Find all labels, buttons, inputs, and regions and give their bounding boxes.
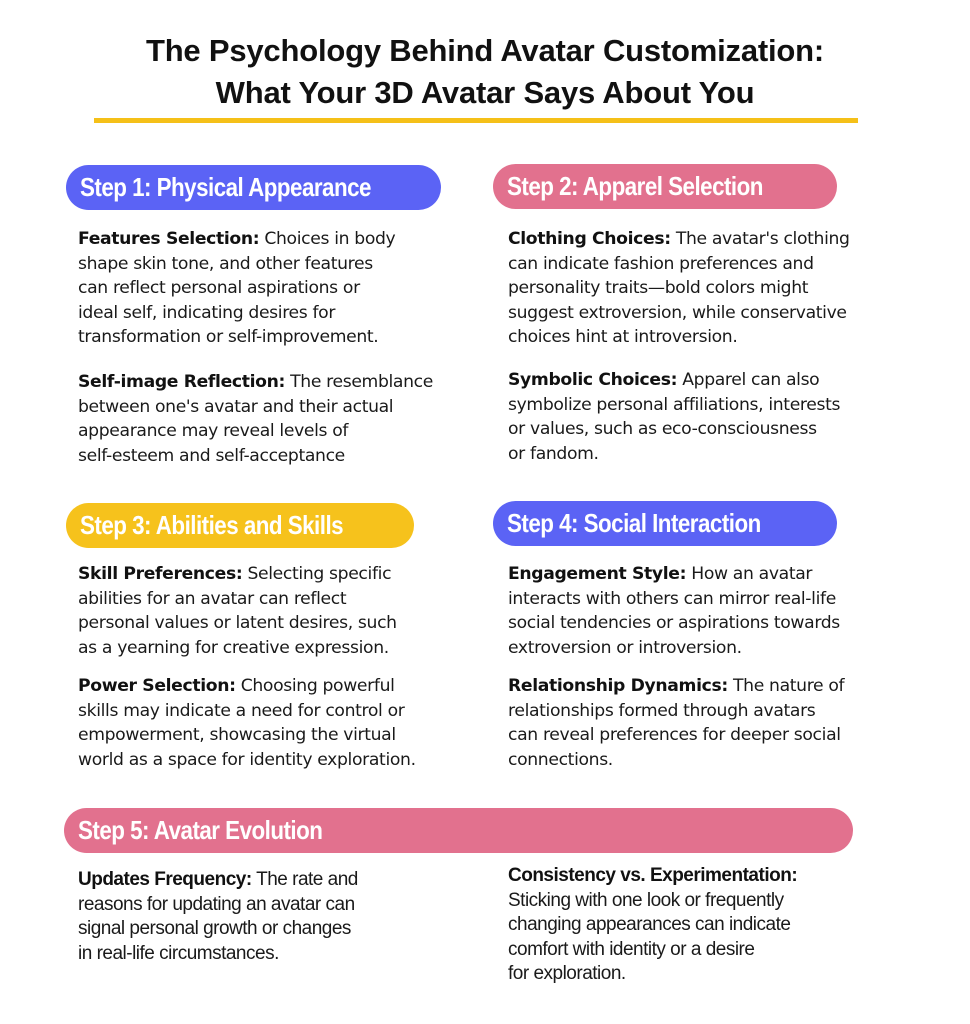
step-5-header: Step 5: Avatar Evolution (64, 808, 853, 853)
step-1-header: Step 1: Physical Appearance (66, 165, 441, 210)
page-title (0, 30, 970, 114)
step-5-updates-frequency: Updates Frequency: The rate and reasons for updating an avatar can signal personal growth or changes in real-life circumstances. (78, 869, 358, 964)
step-4-header: Step 4: Social Interaction (493, 501, 837, 546)
step-4-engagement-style: Engagement Style: How an avatar interacts with others can mirror real-life social tendencies or aspirations towards extroversion or introversion. (508, 564, 840, 658)
title-underline-divider (94, 118, 858, 123)
step-3-skill-preferences: Skill Preferences: Selecting specific abilities for an avatar can reflect personal values or latent desires, such as a yearning for creative expression. (78, 564, 397, 658)
step-3-header: Step 3: Abilities and Skills (66, 503, 414, 548)
title-line-1: The Psychology Behind Avatar Customization: (145, 33, 825, 68)
step-3-power-selection: Power Selection: Choosing powerful skills may indicate a need for control or empowerment, showcasing the virtual world as a space for identity exploration. (78, 676, 416, 770)
step-2-clothing-choices: Clothing Choices: The avatar's clothing can indicate fashion preferences and personality traits—bold colors might suggest extroversion, while conservative choices hint at introversion. (508, 229, 850, 347)
step-4-relationship-dynamics: Relationship Dynamics: The nature of relationships formed through avatars can reveal preferences for deeper social connections. (508, 676, 845, 770)
step-5-consistency-vs-experimentation: Consistency vs. Experimentation: Sticking with one look or frequently changing appearances can indicate comfort with identity or a desire for exploration. (508, 865, 798, 984)
step-2-header: Step 2: Apparel Selection (493, 164, 837, 209)
title-line-2: What Your 3D Avatar Says About You (215, 75, 755, 110)
step-2-symbolic-choices: Symbolic Choices: Apparel can also symbolize personal affiliations, interests or values, such as eco-consciousness or fandom. (508, 370, 841, 464)
step-1-features-selection: Features Selection: Choices in body shape skin tone, and other features can reflect personal aspirations or ideal self, indicating desires for transformation or self-improvement. (78, 229, 396, 347)
step-1-self-image-reflection: Self-image Reflection: The resemblance between one's avatar and their actual appearance may reveal levels of self-esteem and self-acceptance (78, 372, 433, 466)
